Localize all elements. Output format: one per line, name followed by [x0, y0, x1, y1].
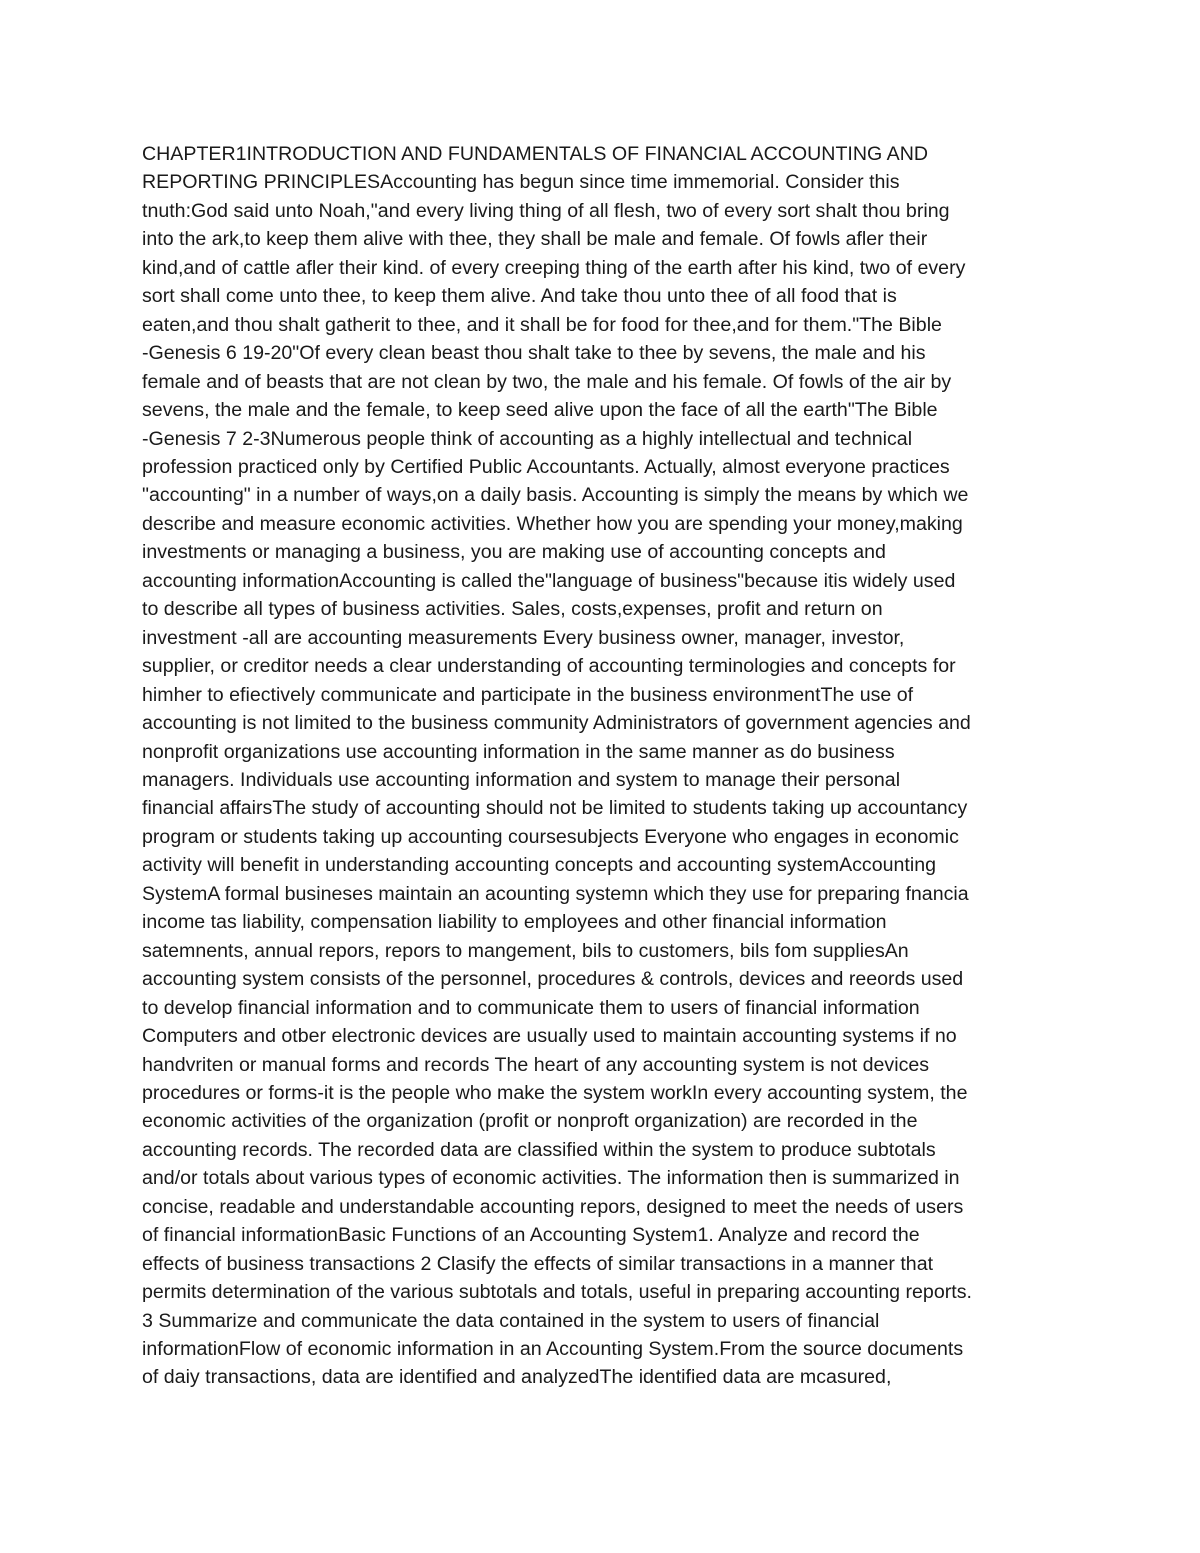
text-line: sort shall come unto thee, to keep them alive. And take thou unto thee of all food that is — [142, 285, 897, 308]
text-line: accounting system consists of the personnel, procedures & controls, devices and reeords used — [142, 968, 964, 991]
text-line: activity will benefit in understanding accounting concepts and accounting systemAccounting — [142, 854, 937, 877]
text-line: handvriten or manual forms and records The heart of any accounting system is not devices — [142, 1053, 930, 1076]
text-line: supplier, or creditor needs a clear understanding of accounting terminologies and concepts for — [142, 655, 956, 678]
text-line: effects of business transactions 2 Clasify the effects of similar transactions in a manner that — [142, 1252, 934, 1275]
text-line: accounting is not limited to the business community Administrators of government agencies and — [142, 712, 971, 735]
text-line: economic activities of the organization (profit or nonproft organization) are recorded in the — [142, 1110, 918, 1133]
text-line: satemnents, annual repors, repors to mangement, bils to customers, bils fom suppliesAn — [142, 939, 909, 962]
text-line: SystemA formal busineses maintain an acounting systemn which they use for preparing fnancia — [142, 882, 969, 905]
text-line: female and of beasts that are not clean by two, the male and his female. Of fowls of the air by — [142, 370, 952, 393]
text-line: accounting informationAccounting is called the"language of business"because itis widely used — [142, 569, 956, 592]
text-line: accounting records. The recorded data are classified within the system to produce subtotals — [142, 1138, 936, 1161]
text-line: Computers and otber electronic devices are usually used to maintain accounting systems if no — [142, 1025, 957, 1048]
text-line: permits determination of the various subtotals and totals, useful in preparing accounting reports. — [142, 1281, 972, 1304]
text-line: -Genesis 6 19-20"Of every clean beast thou shalt take to thee by sevens, the male and his — [142, 342, 926, 365]
text-line: investment -all are accounting measurements Every business owner, manager, investor, — [142, 626, 905, 649]
text-line: managers. Individuals use accounting information and system to manage their personal — [142, 768, 901, 791]
text-line: and/or totals about various types of economic activities. The information then is summarized in — [142, 1167, 960, 1190]
text-line: eaten,and thou shalt gatherit to thee, and it shall be for food for thee,and for them."The Bible — [142, 313, 942, 336]
text-line: 3 Summarize and communicate the data contained in the system to users of financial — [142, 1309, 880, 1332]
text-line: procedures or forms-it is the people who make the system workIn every accounting system, the — [142, 1081, 968, 1104]
text-line: to develop financial information and to communicate them to users of financial information — [142, 996, 920, 1019]
text-line: CHAPTER1INTRODUCTION AND FUNDAMENTALS OF FINANCIAL ACCOUNTING AND — [142, 143, 928, 165]
text-line: informationFlow of economic information in an Accounting System.From the source documents — [142, 1338, 964, 1361]
text-line: of daiy transactions, data are identified and analyzedThe identified data are mcasured, — [142, 1366, 892, 1389]
text-line: concise, readable and understandable accounting repors, designed to meet the needs of users — [142, 1195, 964, 1218]
text-line: income tas liability, compensation liability to employees and other financial information — [142, 911, 887, 934]
text-line: -Genesis 7 2-3Numerous people think of accounting as a highly intellectual and technical — [142, 427, 913, 450]
text-line: financial affairsThe study of accounting should not be limited to students taking up accountancy — [142, 797, 968, 820]
text-line: sevens, the male and the female, to keep seed alive upon the face of all the earth"The Bible — [142, 399, 938, 422]
text-line: tnuth:God said unto Noah,"and every living thing of all flesh, two of every sort shalt thou bring — [142, 199, 950, 222]
text-line: kind,and of cattle afler their kind. of every creeping thing of the earth after his kind, two of every — [142, 256, 966, 279]
text-line: describe and measure economic activities. Whether how you are spending your money,making — [142, 512, 963, 535]
text-line: profession practiced only by Certified Public Accountants. Actually, almost everyone practices — [142, 455, 950, 478]
text-line: of financial informationBasic Functions of an Accounting System1. Analyze and record the — [142, 1224, 920, 1247]
text-line: into the ark,to keep them alive with thee, they shall be male and female. Of fowls afler their — [142, 228, 928, 251]
body-text — [142, 140, 1082, 1392]
text-line: himher to efiectively communicate and participate in the business environmentThe use of — [142, 683, 914, 706]
text-line: program or students taking up accounting coursesubjects Everyone who engages in economic — [142, 825, 959, 848]
text-line: to describe all types of business activities. Sales, costs,expenses, profit and return on — [142, 598, 883, 621]
text-line: REPORTING PRINCIPLESAccounting has begun since time immemorial. Consider this — [142, 171, 900, 194]
text-line: investments or managing a business, you are making use of accounting concepts and — [142, 541, 886, 564]
text-line: "accounting" in a number of ways,on a daily basis. Accounting is simply the means by which we — [142, 484, 969, 507]
text-line: nonprofit organizations use accounting information in the same manner as do business — [142, 740, 895, 763]
